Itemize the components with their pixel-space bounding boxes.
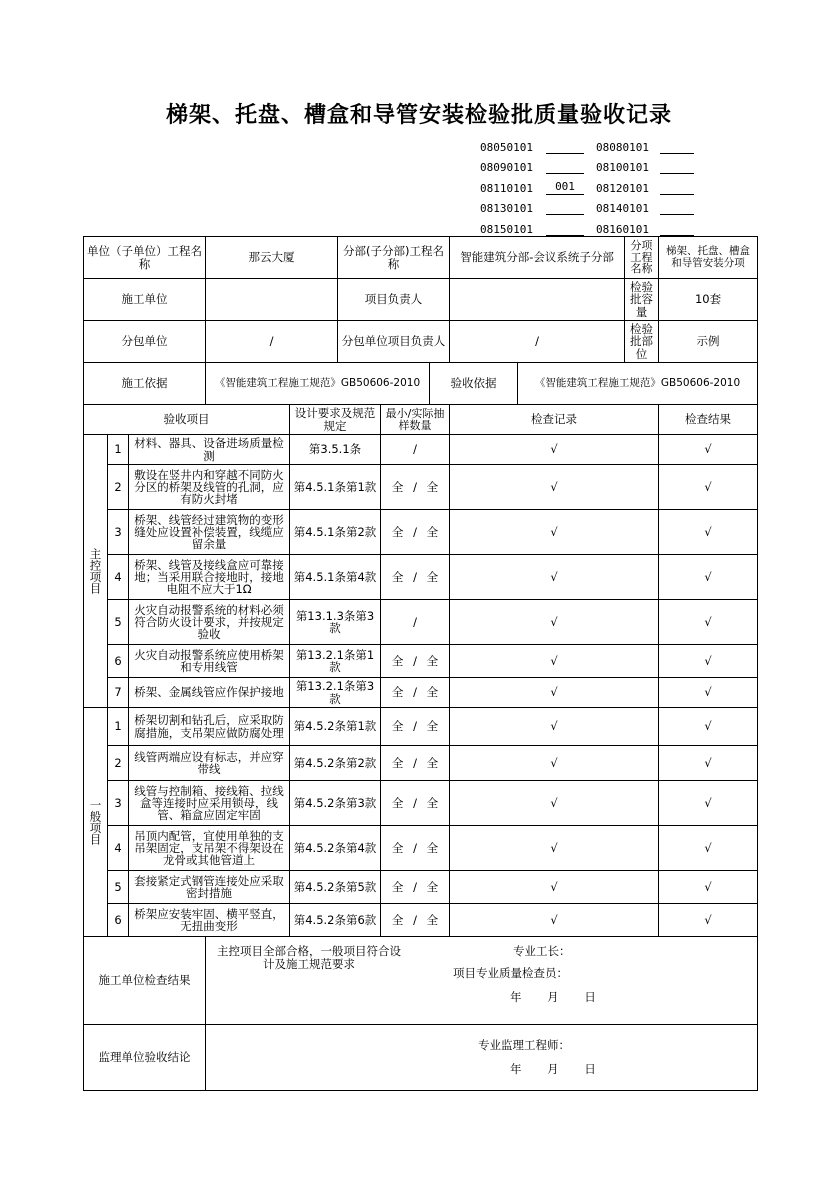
code-b: 08080101 [596,140,649,154]
item-result: √ [659,645,758,678]
item-text: 桥架、线管及接线盒应可靠接地；当采用联合接地时，接地电阻不应大于1Ω [129,555,290,600]
table-row [84,678,758,708]
engineer-label: 专业监理工程师： [478,1038,571,1052]
item-record: √ [450,510,659,555]
general-items [84,708,758,937]
item-record: √ [450,781,659,826]
capacity-label: 检验批容量 [625,279,659,321]
item-spec: 第4.5.1条第2款 [290,510,381,555]
batch-codes [480,133,700,236]
code-b-fill [660,200,694,215]
item-spec: 第3.5.1条 [290,435,381,465]
item-text: 材料、器具、设备进场质量检测 [129,435,290,465]
item-spec: 第4.5.2条第1款 [290,708,381,746]
table-row [84,826,758,871]
item-result: √ [659,708,758,746]
code-b: 08100101 [596,161,649,174]
table-row [84,600,758,645]
item-sample: 全 / 全 [381,645,450,678]
code-a-fill [546,200,584,215]
table-row [84,465,758,510]
item-sample: 全 / 全 [381,871,450,904]
item-spec: 第4.5.2条第2款 [290,746,381,781]
code-b-fill [660,221,694,236]
table-row [84,555,758,600]
code-a: 08150101 [480,222,533,236]
location-value: 示例 [659,321,758,363]
item-spec: 第13.2.1条第3款 [290,678,381,708]
item-no: 2 [108,465,129,510]
code-row [480,133,700,154]
table-row [84,510,758,555]
item-label: 分项工程名称 [625,237,659,279]
col-sample: 最小/实际抽样数量 [381,405,450,435]
col-result: 检查结果 [659,405,758,435]
accept-value: 《智能建筑工程施工规范》GB50606-2010 [518,363,758,405]
col-item: 验收项目 [84,405,290,435]
item-result: √ [659,510,758,555]
item-result: √ [659,555,758,600]
item-no: 6 [108,645,129,678]
page-title: 梯架、托盘、槽盒和导管安装检验批质量验收记录 [165,102,672,128]
sub-value: / [206,321,338,363]
item-text: 线管与控制箱、接线箱、拉线盒等连接时应采用锁母，线管、箱盒应固定牢固 [129,781,290,826]
code-row [480,154,700,175]
item-result: √ [659,678,758,708]
item-no: 1 [108,435,129,465]
item-record: √ [450,555,659,600]
col-record: 检查记录 [450,405,659,435]
item-result: √ [659,904,758,937]
foreman-label: 专业工长： [513,944,571,958]
sub-pm-label: 分包单位项目负责人 [338,321,450,363]
code-a: 08050101 [480,140,533,154]
construction-check-label: 施工单位检查结果 [84,937,206,1025]
item-spec: 第4.5.2条第5款 [290,871,381,904]
code-a-fill [546,221,584,236]
item-no: 5 [108,871,129,904]
supervision-date: 年 月 日 [510,1062,596,1076]
table-row [84,871,758,904]
item-record: √ [450,465,659,510]
part-value: 智能建筑分部-会议系统子分部 [450,237,625,279]
item-sample: 全 / 全 [381,510,450,555]
construction-check-box [206,937,758,1025]
item-sample: 全 / 全 [381,826,450,871]
pm-value [450,279,625,321]
capacity-value: 10套 [659,279,758,321]
item-spec: 第4.5.1条第1款 [290,465,381,510]
item-sample: 全 / 全 [381,781,450,826]
code-row [480,174,700,195]
code-b-fill [660,159,694,174]
item-no: 2 [108,746,129,781]
item-record: √ [450,904,659,937]
item-sample: 全 / 全 [381,465,450,510]
unit-label: 单位（子单位）工程名称 [84,237,206,279]
general-label: 一般项目 [84,708,108,937]
basis-value: 《智能建筑工程施工规范》GB50606-2010 [206,363,430,405]
main-control-label: 主控项目 [84,435,108,708]
accept-label: 验收依据 [430,363,518,405]
code-a: 08110101 [480,181,533,195]
item-no: 5 [108,600,129,645]
constructor-label: 施工单位 [84,279,206,321]
table-row [84,435,758,465]
item-text: 线管两端应设有标志，并应穿带线 [129,746,290,781]
item-spec: 第4.5.2条第6款 [290,904,381,937]
table-row [84,781,758,826]
location-label: 检验批部位 [625,321,659,363]
supervision-label: 监理单位验收结论 [84,1025,206,1091]
sub-label: 分包单位 [84,321,206,363]
item-sample: 全 / 全 [381,678,450,708]
item-spec: 第13.1.3条第3款 [290,600,381,645]
item-text: 桥架切割和钻孔后，应采取防腐措施，支吊架应做防腐处理 [129,708,290,746]
item-text: 桥架应安装牢固、横平竖直，无扭曲变形 [129,904,290,937]
item-record: √ [450,435,659,465]
table-row [84,746,758,781]
item-record: √ [450,600,659,645]
item-record: √ [450,678,659,708]
sub-pm-value: / [450,321,625,363]
code-b: 08140101 [596,202,649,215]
item-result: √ [659,465,758,510]
item-sample: 全 / 全 [381,746,450,781]
item-text: 敷设在竖井内和穿越不同防火分区的桥架及线管的孔洞，应有防火封堵 [129,465,290,510]
item-result: √ [659,435,758,465]
item-record: √ [450,871,659,904]
code-row [480,195,700,216]
item-no: 4 [108,826,129,871]
col-spec: 设计要求及规范规定 [290,405,381,435]
item-value: 梯架、托盘、槽盒和导管安装分项 [659,237,758,279]
item-spec: 第4.5.1条第4款 [290,555,381,600]
code-b-fill [660,180,694,195]
item-no: 4 [108,555,129,600]
item-record: √ [450,645,659,678]
item-text: 吊顶内配管，宜使用单独的支吊架固定，支吊架不得架设在龙骨或其他管道上 [129,826,290,871]
pm-label: 项目负责人 [338,279,450,321]
item-no: 6 [108,904,129,937]
part-label: 分部(子分部)工程名称 [338,237,450,279]
code-a-fill [546,159,584,174]
item-no: 3 [108,510,129,555]
code-a: 08090101 [480,161,533,174]
table-row [84,904,758,937]
item-sample: / [381,435,450,465]
basis-label: 施工依据 [84,363,206,405]
item-result: √ [659,600,758,645]
inspector-label: 项目专业质量检查员： [453,966,569,980]
code-a-fill: 001 [546,180,584,195]
table-row [84,708,758,746]
construction-conclusion: 主控项目全部合格，一般项目符合设计及施工规范要求 [217,944,402,971]
item-sample: 全 / 全 [381,555,450,600]
item-record: √ [450,746,659,781]
item-text: 桥架、金属线管应作保护接地 [129,678,290,708]
item-text: 套接紧定式钢管连接处应采取密封措施 [129,871,290,904]
table-row [84,645,758,678]
item-record: √ [450,708,659,746]
unit-value: 那云大厦 [206,237,338,279]
code-b: 08120101 [596,181,649,195]
acceptance-table [83,236,758,1091]
construction-date: 年 月 日 [510,990,596,1004]
item-result: √ [659,781,758,826]
code-a-fill [546,139,584,154]
item-sample: 全 / 全 [381,904,450,937]
supervision-box [206,1025,758,1091]
item-text: 火灾自动报警系统的材料必须符合防火设计要求，并按规定验收 [129,600,290,645]
item-result: √ [659,826,758,871]
item-spec: 第13.2.1条第1款 [290,645,381,678]
item-result: √ [659,871,758,904]
code-row [480,215,700,236]
item-spec: 第4.5.2条第3款 [290,781,381,826]
item-no: 3 [108,781,129,826]
item-sample: 全 / 全 [381,708,450,746]
code-b-fill [660,139,694,154]
code-a: 08130101 [480,202,533,215]
constructor-value [206,279,338,321]
item-no: 1 [108,708,129,746]
code-b: 08160101 [596,222,649,236]
item-result: √ [659,746,758,781]
main-items [84,435,758,708]
item-sample: / [381,600,450,645]
item-record: √ [450,826,659,871]
item-no: 7 [108,678,129,708]
item-text: 桥架、线管经过建筑物的变形缝处应设置补偿装置，线缆应留余量 [129,510,290,555]
item-spec: 第4.5.2条第4款 [290,826,381,871]
item-text: 火灾自动报警系统应使用桥架和专用线管 [129,645,290,678]
